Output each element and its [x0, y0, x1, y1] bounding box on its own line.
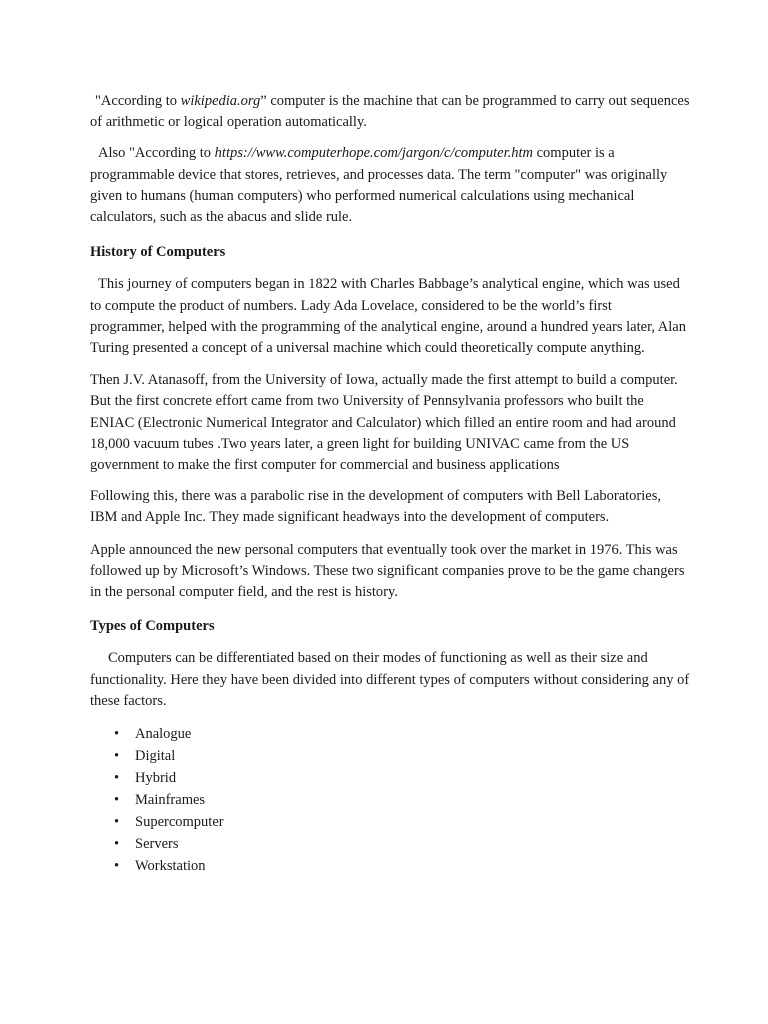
- list-item: [90, 745, 690, 767]
- intro-2-suffix: computer is a programmable device that stores, retrieves, and processes data. The term "computer" was originally given to humans (human computers) who performed numerical calculations using mechanical calculators, such as the abacus and slide rule.: [90, 145, 668, 226]
- intro-2-prefix: Also "According to: [98, 145, 215, 162]
- intro-1-suffix: ” computer is the machine that can be programmed to carry out sequences of arithmetic or logical operation automatically.: [90, 93, 690, 131]
- bullet-icon: •: [114, 770, 120, 787]
- bullet-icon: •: [114, 814, 120, 831]
- history-paragraph-3: Following this, there was a parabolic rise in the development of computers with Bell Laboratories, IBM and Apple Inc. They made significant headways into the development of computers.: [90, 488, 661, 526]
- list-item: [90, 833, 690, 855]
- intro-paragraph-2: [90, 143, 690, 228]
- list-item-label: Analogue: [135, 726, 192, 743]
- intro-paragraph-1: [90, 91, 690, 133]
- list-item: [90, 767, 690, 789]
- history-paragraph-1: This journey of computers began in 1822 with Charles Babbage’s analytical engine, which was used to compute the product of numbers. Lady Ada Lovelace, considered to be the world’s first programmer, helped with the programming of the analytical engine, around a hundred years later, Alan Turing presented a concept of a universal machine which could theoretically compute anything.: [90, 276, 686, 357]
- intro-1-source: wikipedia.org: [180, 93, 261, 109]
- bullet-icon: •: [114, 748, 120, 765]
- intro-1-prefix: "According to: [95, 93, 181, 109]
- bullet-icon: •: [114, 726, 120, 743]
- list-item-label: Mainframes: [135, 792, 206, 809]
- types-list: [90, 723, 690, 877]
- history-paragraph-2: Then J.V. Atanasoff, from the University of Iowa, actually made the first attempt to build a computer. But the first concrete effort came from two University of Pennsylvania professors who built the ENIAC (Electronic Numerical Integrator and Calculator) which filled an entire room and had around 18,000 vacuum tubes .Two years later, a green light for building UNIVAC came from the US government to make the first computer for commercial and business applications: [90, 372, 678, 474]
- history-paragraph-4: Apple announced the new personal computers that eventually took over the market in 1976. This was followed up by Microsoft’s Windows. These two significant companies prove to be the game changers in the personal computer field, and the rest is history.: [90, 541, 685, 601]
- list-item-label: Hybrid: [135, 770, 177, 787]
- document-page: [90, 91, 690, 877]
- types-heading: Types of Computers: [90, 618, 215, 635]
- list-item: [90, 723, 690, 745]
- types-paragraph: Computers can be differentiated based on their modes of functioning as well as their size and functionality. Here they have been divided into different types of computers without considering any of these factors.: [90, 650, 690, 709]
- list-item: [90, 789, 690, 811]
- list-item-label: Servers: [135, 836, 179, 853]
- bullet-icon: •: [114, 792, 120, 809]
- intro-2-source: https://www.computerhope.com/jargon/c/computer.htm: [214, 145, 533, 162]
- list-item: [90, 855, 690, 877]
- list-item-label: Supercomputer: [135, 814, 224, 831]
- history-heading: History of Computers: [90, 244, 226, 261]
- list-item-label: Digital: [135, 748, 176, 765]
- list-item-label: Workstation: [135, 858, 206, 875]
- bullet-icon: •: [114, 836, 120, 853]
- list-item: [90, 811, 690, 833]
- bullet-icon: •: [114, 858, 120, 875]
